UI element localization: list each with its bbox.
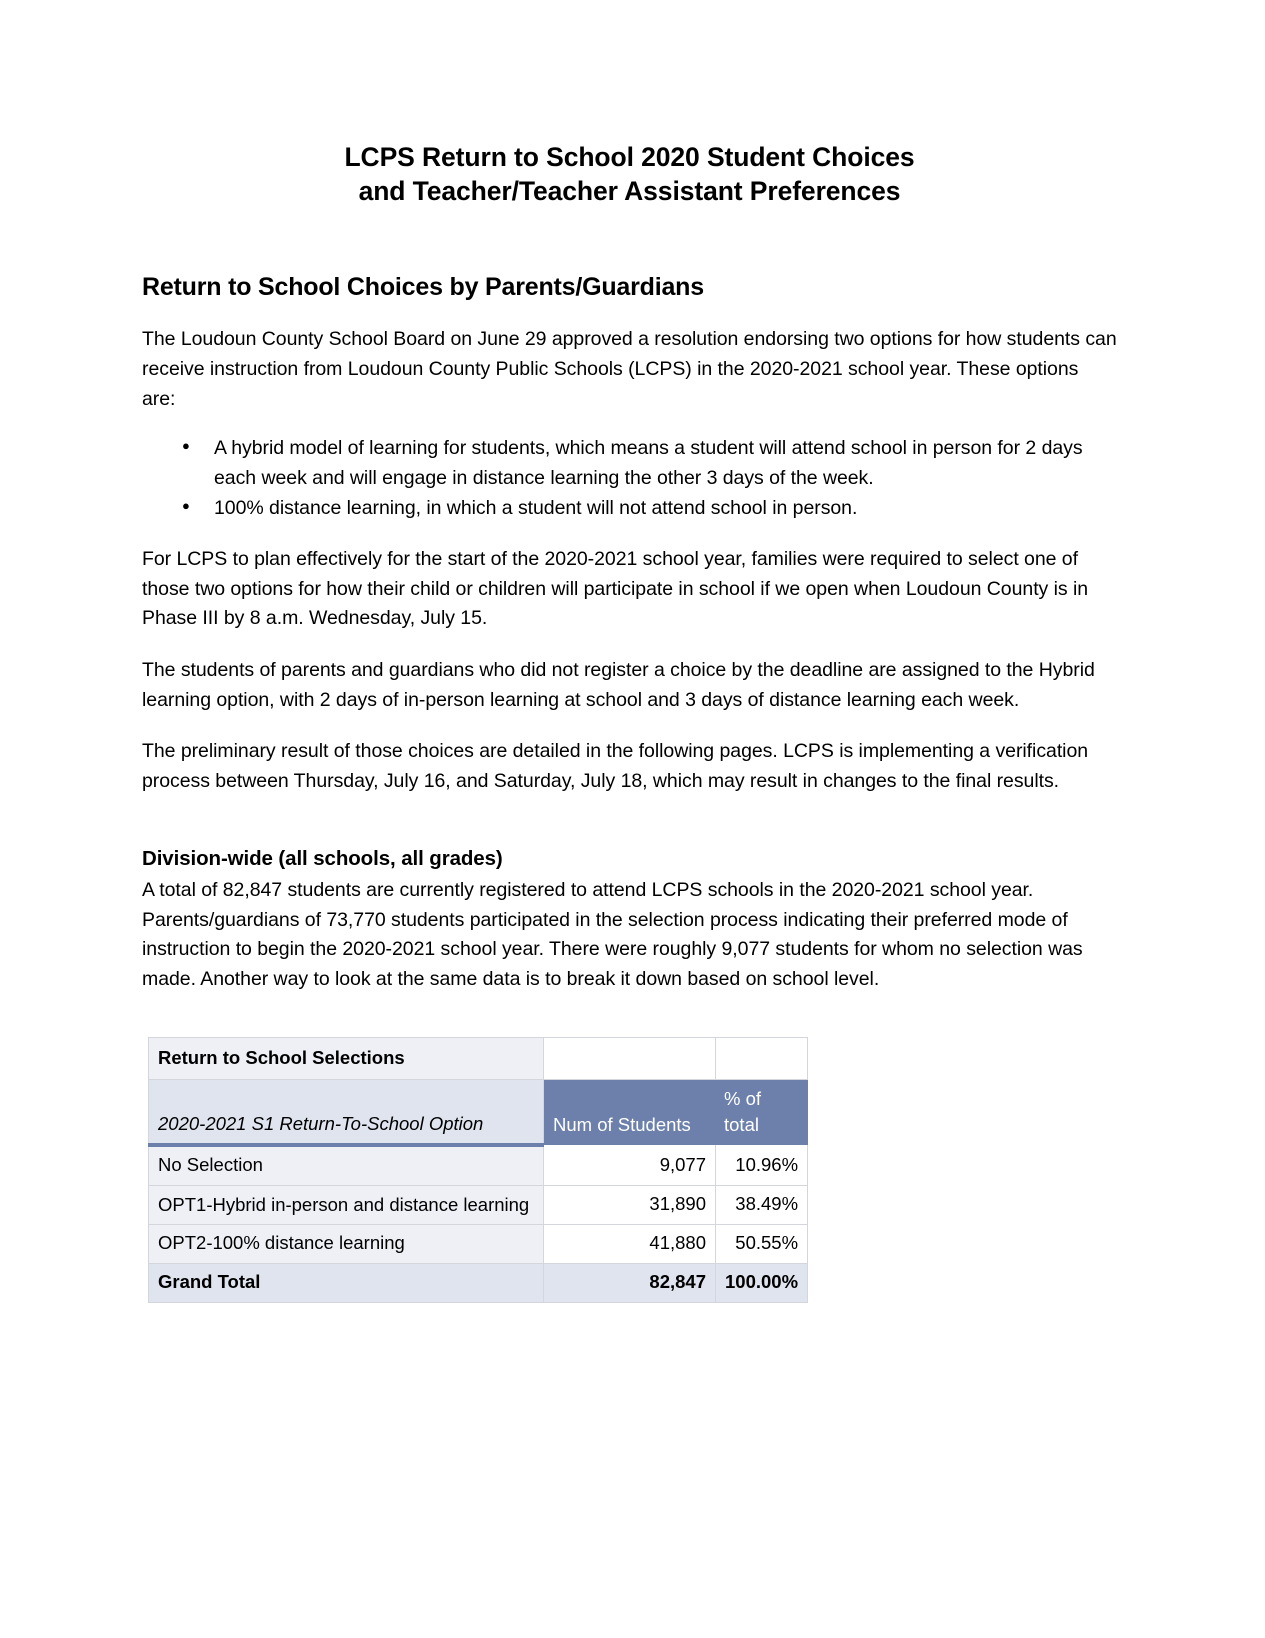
table-title-blank-2 <box>716 1037 808 1079</box>
bullet-item-distance: ● 100% distance learning, in which a student will not attend school in person. <box>180 494 1117 524</box>
row-pct-opt1-hybrid: 38.49% <box>716 1185 808 1224</box>
document-title-line1: LCPS Return to School 2020 Student Choices <box>344 142 915 172</box>
grand-total-pct: 100.00% <box>716 1263 808 1302</box>
options-bullet-list <box>142 434 1117 523</box>
paragraph-no-choice: The students of parents and guardians who did not register a choice by the deadline are assigned to the Hybrid learning option, with 2 days of in-person learning at school and 3 days of distance learning each week. <box>142 659 1095 711</box>
paragraph-division-wide: A total of 82,847 students are currently registered to attend LCPS schools in the 2020-2021 school year. Parents/guardians of 73,770 students participated in the selection process indicating their preferred mode of instruction to begin the 2020-2021 school year. There were roughly 9,077 students for whom no selection was made. Another way to look at the same data is to break it down based on school level. <box>142 879 1083 991</box>
row-num-no-selection: 9,077 <box>544 1145 716 1186</box>
bullet-item-hybrid: ● A hybrid model of learning for students, which means a student will attend school in person for 2 days each week and will engage in distance learning the other 3 days of the week. <box>180 434 1117 493</box>
paragraph-preliminary: The preliminary result of those choices are detailed in the following pages. LCPS is implementing a verification process between Thursday, July 16, and Saturday, July 18, which may result in changes to the final results. <box>142 740 1089 792</box>
column-header-pct-total: % of total <box>716 1079 808 1145</box>
paragraph-intro: The Loudoun County School Board on June 29 approved a resolution endorsing two options for how students can receive instruction from Loudoun County Public Schools (LCPS) in the 2020-2021 school year. These options are: <box>142 328 1117 410</box>
table-title-row <box>149 1037 808 1079</box>
paragraph-planning: For LCPS to plan effectively for the start of the 2020-2021 school year, families were required to select one of those two options for how their child or children will participate in school if we open when Loudoun County is in Phase III by 8 a.m. Wednesday, July 15. <box>142 548 1089 630</box>
return-to-school-selections-table <box>148 1037 808 1303</box>
table-title-cell: Return to School Selections <box>149 1037 544 1079</box>
table-row <box>149 1185 808 1224</box>
selections-table-container <box>142 1037 1117 1303</box>
row-pct-opt2-distance: 50.55% <box>716 1224 808 1263</box>
table-grand-total-row <box>149 1263 808 1302</box>
row-label-opt2-distance: OPT2-100% distance learning <box>149 1224 544 1263</box>
table-row <box>149 1145 808 1186</box>
row-num-opt1-hybrid: 31,890 <box>544 1185 716 1224</box>
row-label-no-selection: No Selection <box>149 1145 544 1186</box>
table-title-blank-1 <box>544 1037 716 1079</box>
section-heading: Return to School Choices by Parents/Guardians <box>142 272 704 301</box>
row-pct-no-selection: 10.96% <box>716 1145 808 1186</box>
column-header-option: 2020-2021 S1 Return-To-School Option <box>149 1079 544 1145</box>
document-title-line2: and Teacher/Teacher Assistant Preferences <box>358 176 901 207</box>
document-title <box>142 118 1117 209</box>
row-num-opt2-distance: 41,880 <box>544 1224 716 1263</box>
table-column-header-row <box>149 1079 808 1145</box>
division-wide-heading: Division-wide (all schools, all grades) <box>142 846 503 870</box>
table-row <box>149 1224 808 1263</box>
grand-total-num: 82,847 <box>544 1263 716 1302</box>
row-label-opt1-hybrid: OPT1-Hybrid in-person and distance learning <box>149 1185 544 1224</box>
column-header-num-students: Num of Students <box>544 1079 716 1145</box>
grand-total-label: Grand Total <box>149 1263 544 1302</box>
